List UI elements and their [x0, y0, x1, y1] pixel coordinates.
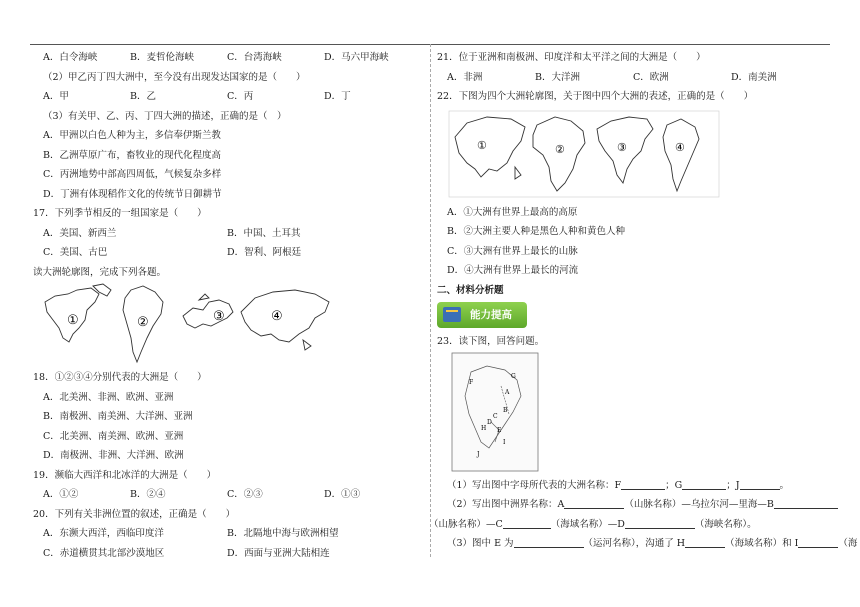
read-instruction: 读大洲轮廓图，完成下列各题。 — [33, 266, 167, 278]
badge-row — [437, 300, 832, 332]
option[interactable]: A．白令海峡 — [43, 52, 98, 63]
option[interactable]: C．赤道横贯其北部沙漠地区 — [43, 547, 165, 559]
question-23-2: （2）写出图中洲界名称：A （山脉名称）—乌拉尔河—里海—B — [437, 495, 832, 515]
map-label-H: H — [481, 424, 487, 432]
q17-options-row1 — [33, 224, 423, 244]
option[interactable]: A．①大洲有世界上最高的高原 — [447, 206, 578, 218]
answer-blank-I[interactable] — [798, 536, 838, 548]
ability-badge — [437, 302, 527, 328]
map-label-D: D — [487, 418, 492, 426]
option[interactable]: D．马六甲海峡 — [324, 52, 389, 63]
option[interactable]: B．中国、土耳其 — [227, 227, 301, 239]
q16-1-options — [33, 48, 423, 68]
continent-outlines — [33, 282, 333, 368]
option[interactable]: A．甲 — [43, 91, 69, 102]
map-label-1: ① — [67, 313, 79, 328]
continent-outline-figure — [33, 282, 423, 368]
q21-options — [437, 68, 832, 88]
answer-blank-D[interactable] — [625, 517, 695, 529]
book-icon — [443, 307, 461, 322]
answer-blank-J[interactable] — [740, 478, 780, 490]
eurasia-boundary-figure — [437, 352, 832, 476]
south-america-outline — [663, 119, 699, 191]
question-23-1: （1）写出图中字母所代表的大洲名称：F ；G ；J 。 — [447, 479, 790, 491]
badge-label: 能力提高 — [470, 309, 512, 321]
option[interactable]: C．台湾海峡 — [227, 52, 282, 63]
option[interactable]: D．西面与亚洲大陆相连 — [227, 547, 330, 559]
option[interactable]: B．乙 — [130, 91, 156, 102]
answer-blank-C[interactable] — [503, 517, 551, 529]
option[interactable]: D．丁洲有体现稻作文化的传统节日御耕节 — [43, 188, 222, 200]
option[interactable]: A．非洲 — [447, 71, 483, 83]
four-continents-figure — [437, 107, 832, 203]
option[interactable]: B．②大洲主要人种是黑色人种和黄色人种 — [447, 226, 625, 237]
section-heading: 二、材料分析题 — [437, 284, 504, 296]
europe-outline — [183, 294, 233, 328]
question-22: 22．下图为四个大洲轮廓图，关于图中四个大洲的表述，正确的是（ ） — [437, 91, 754, 102]
q19-options — [33, 485, 423, 505]
option[interactable]: C．③大洲有世界上最长的山脉 — [447, 245, 578, 257]
map-label-2: ② — [137, 315, 149, 330]
map-label-A: A — [505, 388, 510, 396]
boundary-map — [451, 352, 541, 474]
option[interactable]: B．北隔地中海与欧洲相望 — [227, 528, 339, 539]
map-label-2: ② — [555, 142, 565, 156]
q20-options-row2 — [33, 544, 423, 564]
question-23: 23．读下图，回答问题。 — [437, 336, 545, 347]
option[interactable]: C．欧洲 — [633, 71, 669, 83]
option[interactable]: B．乙洲草原广布，畜牧业的现代化程度高 — [43, 149, 221, 161]
question-16-3: （3）有关甲、乙、丙、丁四大洲的描述，正确的是（ ） — [43, 110, 287, 122]
map-label-B: B — [503, 406, 508, 414]
map-label-3: ③ — [213, 309, 225, 324]
option[interactable]: D．④大洲有世界上最长的河流 — [447, 265, 579, 276]
option[interactable]: D．南美洲 — [731, 71, 777, 83]
question-20: 20．下列有关非洲位置的叙述，正确是（ ） — [33, 508, 236, 520]
option[interactable]: A．①② — [43, 489, 79, 500]
right-column — [429, 48, 858, 554]
map-label-C: C — [493, 412, 498, 420]
question-23-3: （3）图中 E 为 （运河名称），沟通了 H （海域名称）和 I （海 — [447, 538, 858, 549]
map-label-4: ④ — [675, 140, 685, 154]
option[interactable]: B．大洋洲 — [535, 71, 580, 83]
option[interactable]: D．①③ — [324, 489, 361, 500]
answer-blank-F[interactable] — [621, 478, 665, 490]
q17-options-row2 — [33, 243, 423, 263]
option[interactable]: A．东濒大西洋，西临印度洋 — [43, 528, 164, 539]
option[interactable]: D．丁 — [324, 91, 351, 102]
question-16-2: （2）甲乙丙丁四大洲中，至今没有出现发达国家的是（ ） — [43, 71, 306, 83]
asia-outline — [241, 290, 329, 350]
option[interactable]: A．北美洲、非洲、欧洲、亚洲 — [43, 391, 174, 403]
map-label-3: ③ — [617, 140, 627, 154]
answer-blank-H[interactable] — [685, 536, 725, 548]
map-label-E: E — [497, 426, 502, 434]
option[interactable]: C．丙 — [227, 91, 254, 102]
answer-blank-G[interactable] — [682, 478, 726, 490]
map-label-F: F — [469, 378, 474, 386]
q20-options-row1 — [33, 524, 423, 544]
left-column — [33, 48, 423, 563]
question-23-2-cont: （山脉名称）—C （海域名称）—D （海峡名称）。 — [429, 518, 757, 530]
answer-blank-E[interactable] — [514, 536, 584, 548]
option[interactable]: C．北美洲、南美洲、欧洲、亚洲 — [43, 430, 184, 442]
option[interactable]: C．美国、古巴 — [43, 247, 108, 258]
asia-outline — [455, 117, 525, 179]
q16-2-options — [33, 87, 423, 107]
map-label-1: ① — [477, 138, 487, 152]
answer-blank-B[interactable] — [774, 497, 838, 509]
map-label-J: J — [477, 450, 480, 458]
question-21: 21．位于亚洲和南极洲、印度洋和太平洋之间的大洲是（ ） — [437, 52, 706, 63]
option[interactable]: D．智利、阿根廷 — [227, 247, 302, 258]
option[interactable]: C．②③ — [227, 489, 263, 500]
map-label-I: I — [503, 438, 506, 446]
option[interactable]: B．麦哲伦海峡 — [130, 52, 194, 63]
question-19: 19．濒临大西洋和北冰洋的大洲是（ ） — [33, 469, 217, 481]
map-label-4: ④ — [271, 309, 283, 324]
map-label-G: G — [511, 372, 516, 380]
option[interactable]: B．南极洲、南美洲、大洋洲、亚洲 — [43, 411, 193, 422]
option[interactable]: A．美国、新西兰 — [43, 227, 117, 239]
option[interactable]: C．丙洲地势中部高四周低，气候复杂多样 — [43, 169, 222, 180]
question-17: 17．下列季节相反的一组国家是（ ） — [33, 208, 207, 219]
column-divider — [430, 44, 431, 557]
question-18: 18．①②③④分别代表的大洲是（ ） — [33, 372, 207, 383]
option[interactable]: D．南极洲、非洲、大洋洲、欧洲 — [43, 450, 184, 461]
four-continent-outlines — [437, 107, 727, 203]
answer-blank-A[interactable] — [564, 497, 624, 509]
option[interactable]: A．甲洲以白色人种为主，多信奉伊斯兰教 — [43, 130, 221, 141]
option[interactable]: B．②④ — [130, 489, 166, 500]
